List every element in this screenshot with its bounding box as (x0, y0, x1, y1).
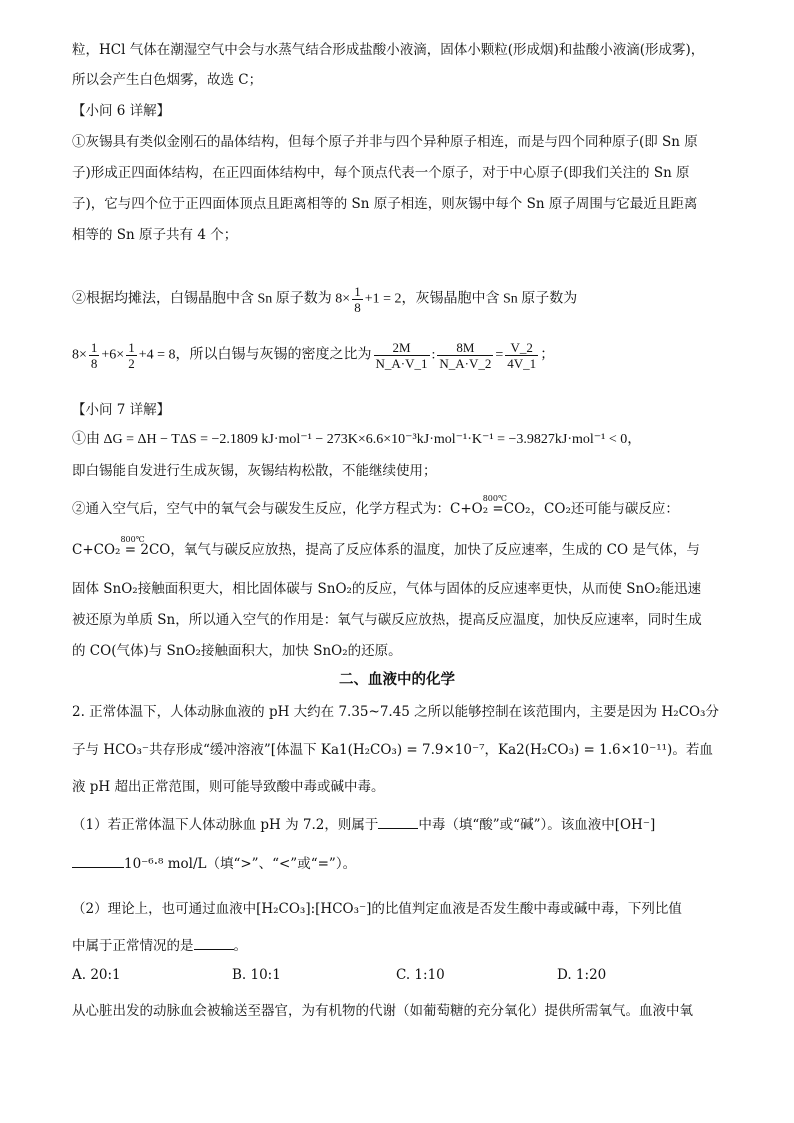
text: （1）若正常体温下人体动脉血 pH 为 7.2，则属于 (72, 817, 379, 833)
text: CO₂，CO₂还可能与碳反应： (503, 501, 679, 517)
text: = (495, 347, 504, 363)
paragraph-line: 液 pH 超出正常范围，则可能导致酸中毒或碱中毒。 (72, 779, 385, 795)
fraction (437, 340, 493, 371)
equation-line: ①由 ΔG = ΔH − TΔS = −2.1809 kJ·mol⁻¹ − 273K×6.6×10⁻³kJ·mol⁻¹·K⁻¹ = −3.9827kJ·mol⁻¹ < 0， (72, 432, 642, 447)
condition-label: 800℃ (482, 494, 507, 503)
text: 中毒（填“酸”或“碱”）。该血液中[OH⁻] (418, 817, 656, 833)
question-line (72, 853, 732, 874)
fraction (352, 284, 363, 315)
text: ②通入空气后，空气中的氧气会与碳发生反应，化学方程式为：C+O (72, 501, 483, 517)
paragraph-line: 固体 SnO₂接触面积更大，相比固体碳与 SnO₂的反应，气体与固体的反应速率更快，从而使 SnO₂能迅速 (72, 581, 702, 597)
fraction-numerator: 1 (354, 284, 361, 299)
answer-blank[interactable] (194, 935, 234, 950)
text: ； (540, 347, 555, 363)
section-heading-q7: 【小问 7 详解】 (72, 402, 171, 418)
text: 8× (72, 347, 87, 363)
text: : (431, 347, 436, 363)
question-line: （2）理论上，也可通过血液中[H₂CO₃]:[HCO₃⁻]的比值判定血液是否发生酸中毒或碱中毒，下列比值 (72, 901, 682, 917)
answer-blank[interactable] (72, 853, 124, 868)
text: 中属于正常情况的是 (72, 938, 194, 954)
fraction (89, 340, 100, 371)
option-c[interactable]: C. 1:10 (396, 967, 445, 983)
paragraph-line: ①灰锡具有类似金刚石的晶体结构，但每个原子并非与四个异种原子相连，而是与四个同种原子(即 Sn 原 (72, 134, 698, 150)
paragraph-line (72, 535, 732, 560)
paragraph-line: 子)形成正四面体结构，在正四面体结构中，每个顶点代表一个原子，对于中心原子(即我们关注的 Sn 原 (72, 165, 690, 181)
text: +4 = 8，所以白锡与灰锡的密度之比为 (138, 347, 372, 363)
section-heading-q6: 【小问 6 详解】 (72, 103, 171, 119)
fraction-denominator: N_A·V_2 (439, 356, 492, 371)
paragraph-line: 相等的 Sn 原子共有 4 个； (72, 227, 238, 243)
paragraph-line: 从心脏出发的动脉血会被输送至器官，为有机物的代谢（如葡萄糖的充分氧化）提供所需氧气。血液中氧 (72, 1003, 693, 1019)
paragraph-line: 子与 HCO₃⁻共存形成“缓冲溶液”[体温下 Ka1(H₂CO₃) = 7.9×10⁻⁷，Ka2(H₂CO₃) = 1.6×10⁻¹¹)。若血 (72, 742, 713, 758)
fraction (505, 340, 538, 371)
text: +6× (101, 347, 125, 363)
paragraph-line: 即白锡能自发进行生成灰锡，灰锡结构松散，不能继续使用； (72, 463, 437, 479)
equation-line (72, 340, 732, 371)
fraction-numerator: 2M (374, 340, 430, 356)
text: 2CO，氧气与碳反应放热，提高了反应体系的温度，加快了反应速率，生成的 CO 是气体，与 (140, 542, 700, 558)
paragraph-line: 粒，HCl 气体在潮湿空气中会与水蒸气结合形成盐酸小液滴，固体小颗粒(形成烟)和盐酸小液滴(形成雾)， (72, 42, 705, 58)
fraction-denominator: N_A·V_1 (375, 356, 428, 371)
text: 10⁻⁶·⁸ mol/L（填“>”、“<”或“=”）。 (124, 856, 357, 872)
text: ②根据均摊法，白锡晶胞中含 Sn 原子数为 8× (72, 291, 351, 307)
fraction-numerator: V_2 (505, 340, 538, 356)
fraction (126, 340, 137, 371)
question-line (72, 814, 732, 835)
paragraph-line: 2. 正常体温下，人体动脉血液的 pH 大约在 7.35~7.45 之所以能够控制在该范围内，主要是因为 H₂CO₃分 (72, 704, 719, 720)
fraction-numerator: 1 (128, 340, 135, 355)
condition-label: 800℃ (120, 535, 145, 544)
option-a[interactable]: A. 20:1 (72, 967, 121, 983)
equation-line (72, 284, 732, 315)
option-d[interactable]: D. 1:20 (557, 967, 607, 983)
fraction-numerator: 1 (90, 340, 98, 355)
paragraph-line (72, 494, 732, 519)
option-b[interactable]: B. 10:1 (232, 967, 281, 983)
fraction-denominator: 4V_1 (507, 356, 537, 371)
section-title: 二、血液中的化学 (339, 671, 455, 688)
fraction-denominator: 2 (128, 356, 135, 371)
paragraph-line: 被还原为单质 Sn，所以通入空气的作用是：氧气与碳反应放热，提高反应温度，加快反应速率，同时生成 (72, 612, 702, 628)
fraction (374, 340, 430, 371)
text: +1 = 2，灰锡晶胞中含 Sn 原子数为 (364, 291, 578, 307)
text: C+CO₂ (72, 542, 121, 558)
reaction-condition: 800℃ = (120, 540, 140, 560)
paragraph-line: 子)，它与四个位于正四面体顶点且距离相等的 Sn 原子相连，则灰锡中每个 Sn 原子周围与它最近且距离 (72, 196, 698, 212)
fraction-numerator: 8M (437, 340, 493, 356)
paragraph-line: 所以会产生白色烟雾，故选 C； (72, 72, 263, 88)
answer-blank[interactable] (378, 814, 418, 829)
fraction-denominator: 8 (354, 300, 361, 315)
reaction-condition: 800℃ ₂ = (483, 499, 504, 519)
question-line (72, 935, 732, 956)
text: 。 (233, 938, 247, 954)
fraction-denominator: 8 (90, 356, 98, 371)
paragraph-line: 的 CO(气体)与 SnO₂接触面积大，加快 SnO₂的还原。 (72, 643, 402, 659)
